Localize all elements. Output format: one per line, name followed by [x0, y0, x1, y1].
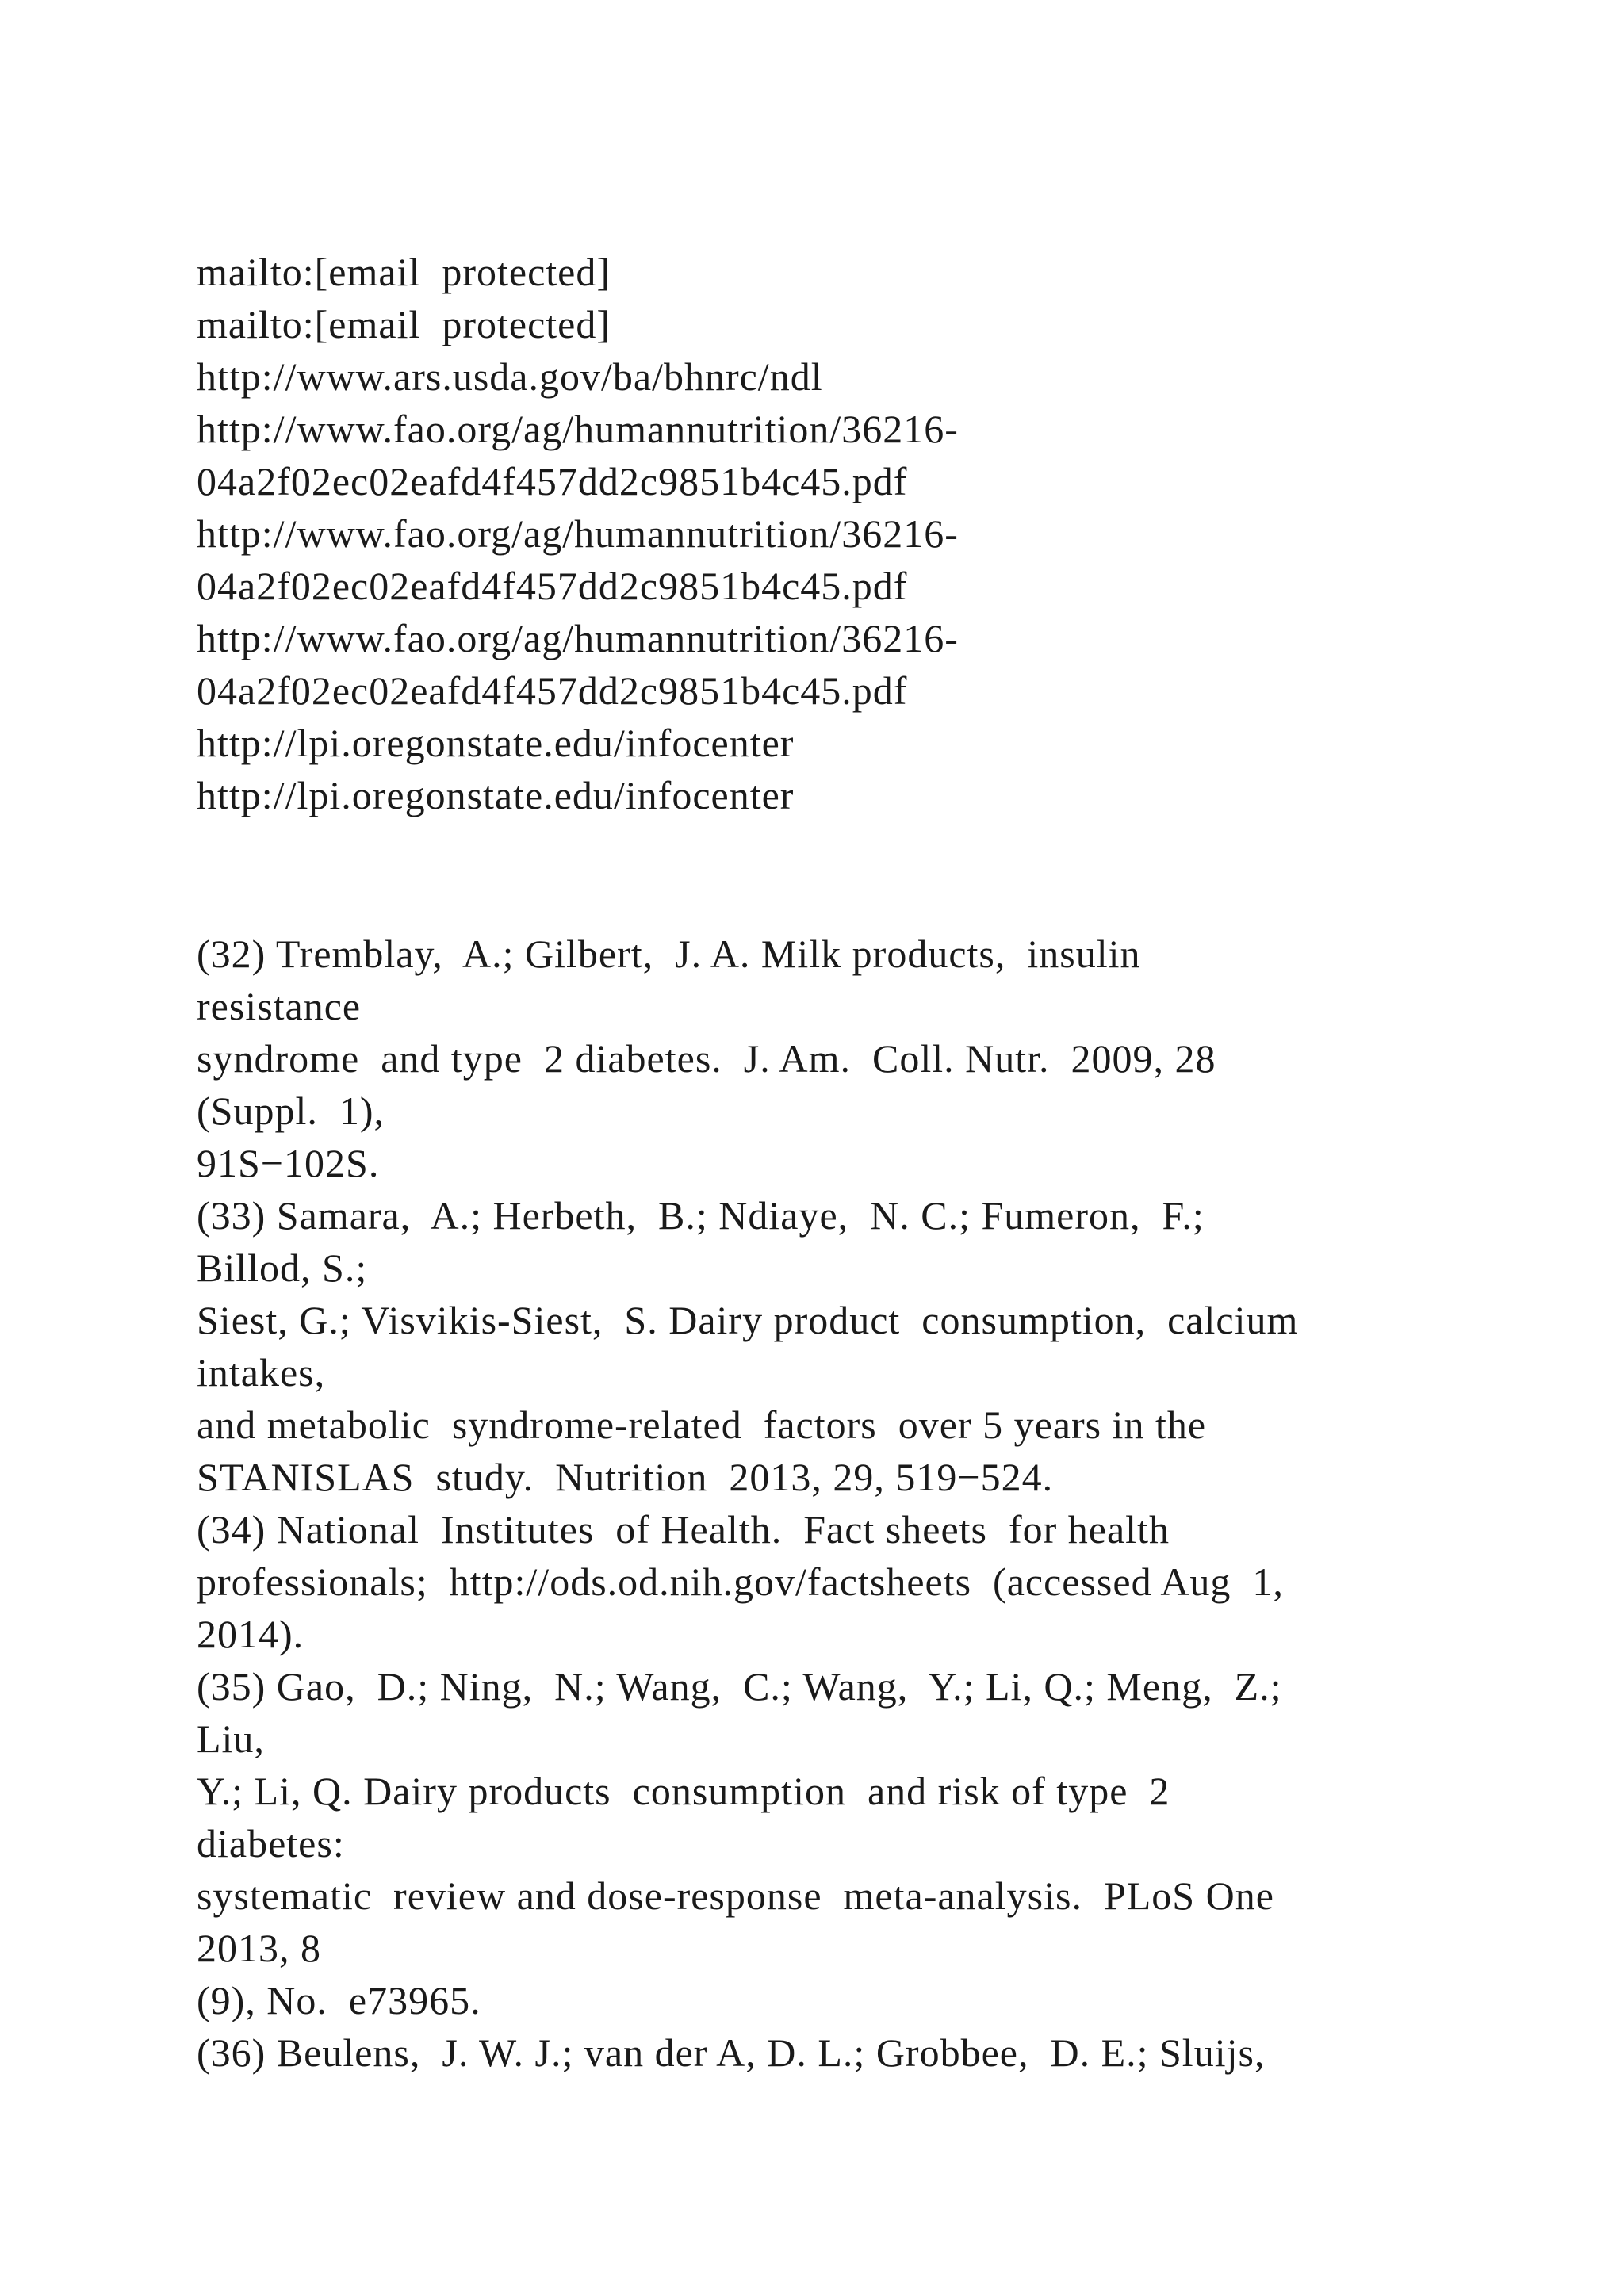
reference-line: systematic review and dose-response meta-analysis. PLoS One	[197, 1873, 1274, 1918]
reference-line: and metabolic syndrome-related factors over 5 years in the	[197, 1402, 1207, 1447]
reference-line[interactable]: professionals; http://ods.od.nih.gov/factsheets (accessed Aug 1,	[197, 1559, 1284, 1604]
link-line[interactable]: http://www.fao.org/ag/humannutrition/36216-	[197, 616, 959, 660]
link-line[interactable]: http://www.fao.org/ag/humannutrition/36216-	[197, 407, 959, 451]
reference-line: 2013, 8	[197, 1926, 321, 1970]
document-page	[197, 246, 1465, 2079]
link-line[interactable]: 04a2f02ec02eafd4f457dd2c9851b4c45.pdf	[197, 459, 908, 503]
reference-line: (Suppl. 1),	[197, 1089, 385, 1133]
reference-line: intakes,	[197, 1350, 326, 1395]
reference-line: STANISLAS study. Nutrition 2013, 29, 519−524.	[197, 1455, 1054, 1499]
reference-line: (9), No. e73965.	[197, 1978, 481, 2022]
reference-line: 2014).	[197, 1612, 304, 1656]
link-line[interactable]: http://www.fao.org/ag/humannutrition/36216-	[197, 511, 959, 556]
reference-line: (33) Samara, A.; Herbeth, B.; Ndiaye, N. C.; Fumeron, F.;	[197, 1193, 1205, 1238]
link-line[interactable]: 04a2f02ec02eafd4f457dd2c9851b4c45.pdf	[197, 668, 908, 713]
link-line[interactable]: http://lpi.oregonstate.edu/infocenter	[197, 721, 795, 765]
reference-line: Liu,	[197, 1716, 265, 1761]
reference-line: Siest, G.; Visvikis-Siest, S. Dairy product consumption, calcium	[197, 1298, 1299, 1342]
link-line[interactable]: 04a2f02ec02eafd4f457dd2c9851b4c45.pdf	[197, 564, 908, 608]
link-list	[197, 246, 1465, 821]
reference-line: 91S−102S.	[197, 1141, 380, 1185]
reference-line: (32) Tremblay, A.; Gilbert, J. A. Milk products, insulin	[197, 932, 1141, 976]
reference-line: Y.; Li, Q. Dairy products consumption and risk of type 2	[197, 1769, 1170, 1813]
link-line[interactable]: mailto:[email protected]	[197, 250, 611, 294]
reference-line: (35) Gao, D.; Ning, N.; Wang, C.; Wang, Y.; Li, Q.; Meng, Z.;	[197, 1664, 1282, 1709]
reference-line: Billod, S.;	[197, 1246, 368, 1290]
link-line[interactable]: mailto:[email protected]	[197, 302, 611, 346]
reference-line: (34) National Institutes of Health. Fact sheets for health	[197, 1507, 1170, 1552]
reference-line: resistance	[197, 984, 362, 1028]
reference-line: diabetes:	[197, 1821, 345, 1866]
link-line[interactable]: http://lpi.oregonstate.edu/infocenter	[197, 773, 795, 817]
reference-list	[197, 928, 1465, 2079]
link-line[interactable]: http://www.ars.usda.gov/ba/bhnrc/ndl	[197, 354, 823, 399]
reference-line: syndrome and type 2 diabetes. J. Am. Coll. Nutr. 2009, 28	[197, 1036, 1216, 1081]
reference-line: (36) Beulens, J. W. J.; van der A, D. L.; Grobbee, D. E.; Sluijs,	[197, 2030, 1266, 2075]
